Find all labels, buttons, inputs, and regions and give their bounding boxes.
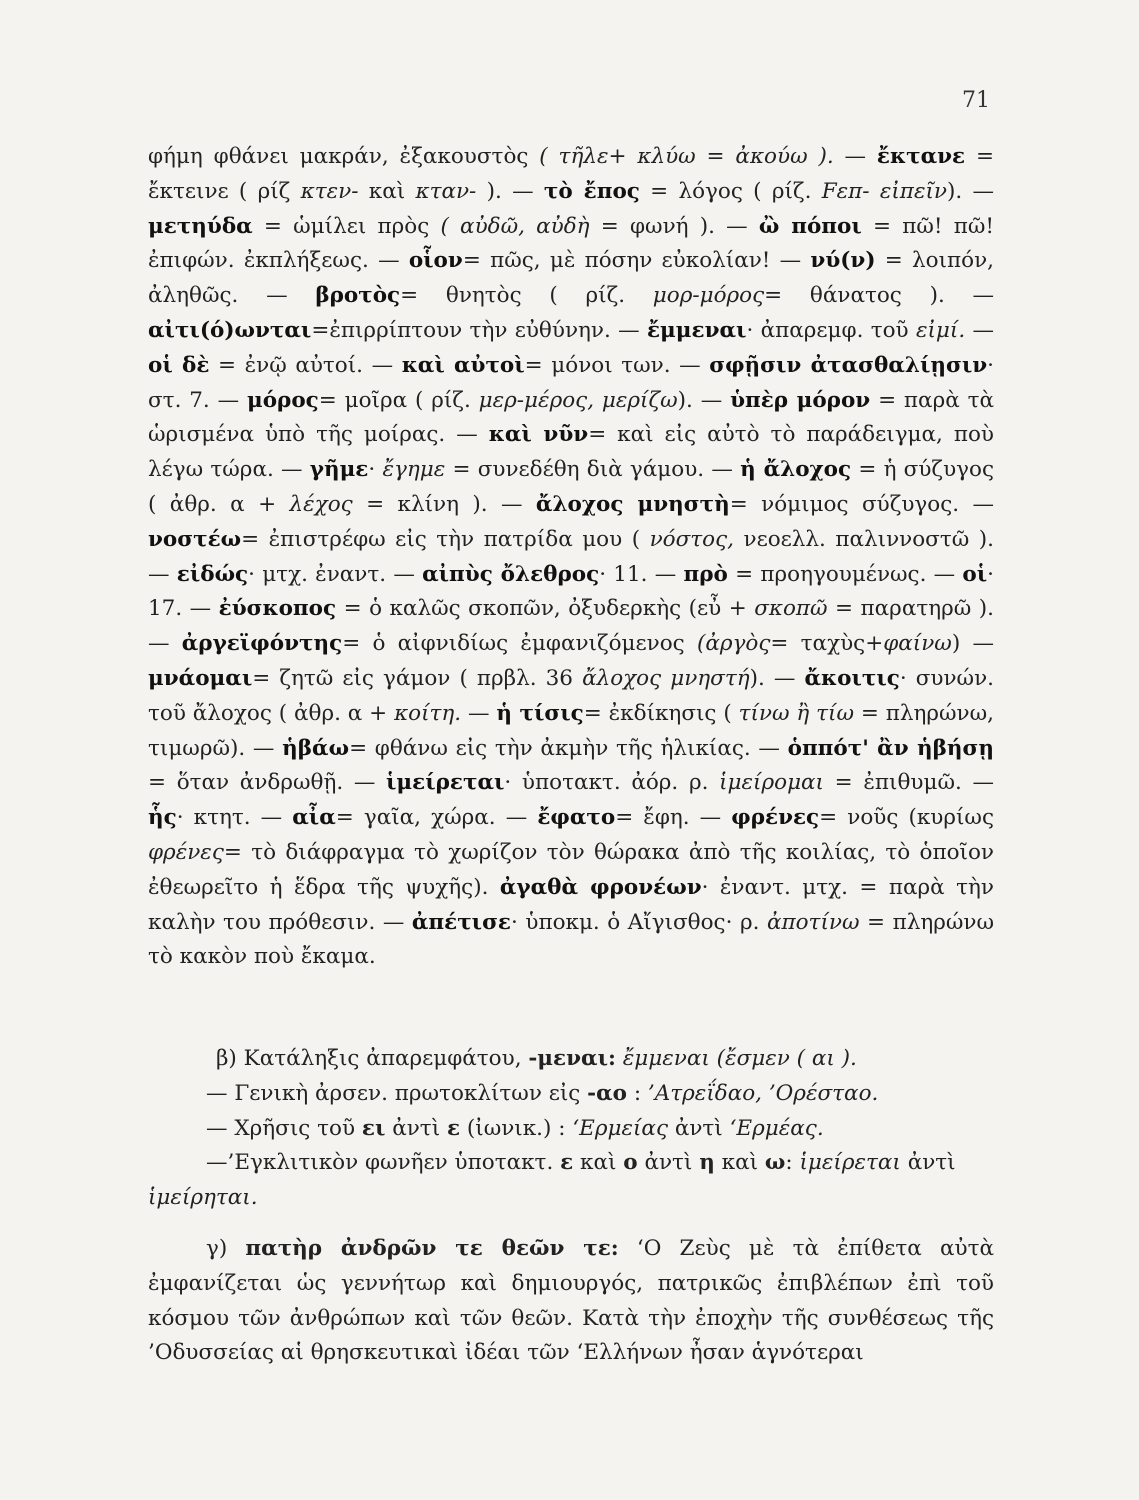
headword: οἷον (408, 248, 463, 274)
headword: μετηύδα (148, 213, 253, 239)
text-run: — (461, 700, 497, 726)
text-run: · κτητ. — (176, 805, 293, 831)
italic-term: σκοπῶ (754, 596, 828, 622)
headword: ε (560, 1150, 574, 1176)
text-run: = καὶ εἰς αὐτὸ τὸ παράδειγμα, ποὺ λέγω τώρα. — (148, 422, 994, 483)
italic-term: τίνω ἢ τίω (738, 700, 854, 726)
text-run: = ἔφη. — (615, 805, 732, 831)
italic-term: ‘Ερμείας (572, 1115, 668, 1141)
grammar-notes (148, 1042, 994, 1216)
text-run: — Γενικὴ ἀρσεν. πρωτοκλίτων εἰς (206, 1080, 588, 1106)
headword: αἰπὺς ὄλεθρος (422, 561, 600, 587)
text-run: = προηγουμένως. — (727, 561, 963, 587)
headword: εἰδώς (176, 561, 249, 587)
text-run: ‘Ο Ζεὺς μὲ τὰ ἐπίθετα αὐτὰ ἐμφανίζεται ὡς γεννήτωρ καὶ δημιουργός, πατρικῶς ἐπιβλέπων ἐπὶ τοῦ κόσμου τῶν ἀνθρώπων καὶ τῶν θεῶν. Κατὰ τὴν ἐποχὴν τῆς συνθέσεως τῆς ’Οδυσσείας αἱ θρησκευτικαὶ ἰδέαι τῶν ‘Ελλήνων ἦσαν ἁγνότεραι (148, 1236, 994, 1366)
headword: ει (361, 1115, 386, 1141)
text-run: · 11. — (599, 561, 684, 587)
text-run: · (368, 457, 383, 483)
text-run: · 17. — (148, 561, 994, 622)
italic-term: (ἀργὸς (697, 631, 771, 657)
text-run: ) — (951, 631, 994, 657)
italic-term: μορ-μόρος (652, 283, 765, 309)
text-run: = ἐπιστρέφω εἰς τὴν πατρίδα μου ( (241, 526, 650, 552)
italic-term: ἱμείρομαι (719, 770, 824, 796)
text-run: γ) (206, 1236, 246, 1261)
italic-term: κοίτη. (394, 700, 462, 726)
headword: ἡ ἄλοχος (740, 457, 852, 483)
headword: ἄλοχος μνηστὴ (535, 491, 730, 517)
text-run: · μτχ. ἐναντ. — (248, 561, 423, 587)
headword: μνάομαι (148, 665, 253, 691)
italic-term: ἔμμεναι (ἔσμεν ( αι ). (622, 1046, 857, 1071)
headword: ὁππότ' ἂν ἡβήσῃ (787, 735, 994, 761)
page-number: 71 (962, 88, 990, 113)
italic-term: ἱμείρηται. (148, 1185, 258, 1211)
italic-term: ’Ατρεΐδαο, ’Ορέσταο. (647, 1080, 879, 1106)
text-run: · ὑποκμ. ὁ Αἴγισθος· ρ. (511, 909, 767, 935)
text-run: ). — (486, 178, 544, 204)
text-run: = συνεδέθη διὰ γάμου. — (445, 457, 741, 483)
text-run: (ἰωνικ.) : (460, 1115, 573, 1141)
text-run: · ὑποτακτ. ἀόρ. ρ. (504, 770, 720, 796)
text-run: = θάνατος ). — (764, 283, 995, 309)
headword: ὑπὲρ μόρον (730, 387, 871, 413)
text-run: · ἐναντ. μτχ. = παρὰ τὴν καλὴν του πρόθεσιν. — (148, 874, 994, 935)
headword: αἶα (292, 805, 336, 831)
text-run: = λόγος ( ρίζ. (639, 178, 822, 204)
text-run: = νόμιμος σύζυγος. — (729, 491, 995, 517)
italic-term: ἱμείρεται (799, 1150, 901, 1176)
italic-term: κταν- (415, 178, 487, 204)
text-run: = πῶς, μὲ πόσην εὐκολίαν! — (462, 248, 811, 274)
italic-term: ἔγημε (382, 457, 446, 483)
headword: οἱ δὲ (148, 352, 210, 378)
italic-term: φρένες (148, 839, 224, 865)
headword: ἡ τίσις (496, 700, 584, 726)
text-run: = λοιπόν, ἀληθῶς. — (148, 248, 994, 309)
text-run: : (626, 1080, 648, 1106)
italic-term: φαίνω (883, 631, 952, 657)
text-run: = ζητῶ εἰς γάμον ( πρβλ. 36 (252, 665, 583, 691)
headword: ἔκτανε (876, 144, 966, 169)
italic-term: ‘Ερμέας. (729, 1115, 824, 1141)
text-run: = ὁ αἰφνιδίως ἐμφανιζόμενος (342, 631, 697, 657)
text-run: = μοῖρα ( ρίζ. (318, 387, 479, 413)
text-run: · συνών. τοῦ ἄλοχος ( ἀθρ. α + (148, 665, 994, 726)
text-run: καὶ (573, 1150, 624, 1176)
italic-term: μερ-μέρος, μερίζω (478, 387, 678, 413)
italic-term: ἄλοχος μνηστή (582, 665, 750, 691)
italic-term: λέχος (289, 491, 353, 517)
text-run: = νοῦς (κυρίως (819, 805, 994, 831)
text-run: ). — (677, 387, 731, 413)
text-run: = πῶ! πῶ! ἐπιφών. ἐκπλήξεως. — (148, 213, 995, 274)
headword: ἡβάω (282, 735, 350, 761)
headword: ἔφατο (537, 805, 616, 831)
italic-term: Fεπ- εἰπεῖν (821, 178, 947, 204)
section-gamma-text (148, 1232, 994, 1371)
headword: ἄκοιτις (804, 665, 900, 691)
text-run: = κλίνη ). — (352, 491, 536, 517)
text-run: = φθάνω εἰς τὴν ἀκμὴν τῆς ἡλικίας. — (349, 735, 788, 761)
text-run: = ταχὺς+ (770, 631, 884, 657)
headword: ἱμείρεται (386, 770, 505, 796)
text-run: καὶ (714, 1150, 765, 1176)
text-run: ἀντὶ (667, 1115, 730, 1141)
note-line (148, 1077, 994, 1112)
text-run: = μόνοι των. — (524, 352, 710, 378)
headword: ἐύσκοπος (218, 596, 337, 622)
text-run: = παρατηρῶ ). — (148, 596, 994, 657)
text-run: : (785, 1150, 800, 1176)
headword: ἀπέτισε (411, 909, 512, 935)
headword: ἔμμεναι (646, 317, 747, 343)
headword: -μεναι: (528, 1046, 616, 1071)
headword: ἧς (148, 805, 177, 831)
italic-term: εἰμί. (915, 317, 966, 343)
italic-term: κτεν- (300, 178, 369, 204)
text-run: = ὡμίλει πρὸς (252, 213, 441, 239)
headword: καὶ αὐτοὶ (401, 352, 525, 378)
headword: τὸ ἔπος (543, 178, 640, 204)
headword: ο (623, 1150, 638, 1176)
italic-term: ἀποτίνω (766, 909, 860, 935)
text-run: — (833, 144, 877, 169)
text-run: ἀντὶ (385, 1115, 447, 1141)
text-run: =ἐπιρρίπτουν τὴν εὐθύνην. — (311, 317, 647, 343)
headword: σφῇσιν ἀτασθαλίῃσιν (709, 352, 988, 378)
text-run: = πληρώνω τὸ κακὸν ποὺ ἔκαμα. (148, 909, 994, 970)
note-line (148, 1112, 994, 1147)
headword: η (699, 1150, 715, 1176)
text-run: — Χρῆσις τοῦ (206, 1115, 362, 1141)
headword: νύ(ν) (810, 248, 876, 274)
headword: -αο (587, 1080, 627, 1106)
headword: φρένες (731, 805, 820, 831)
text-run: · στ. 7. — (148, 352, 995, 413)
headword: βροτὸς (315, 283, 401, 309)
text-run: — (965, 317, 994, 343)
note-line (148, 1042, 994, 1077)
headword: ω (764, 1150, 786, 1176)
text-run: νεοελλ. παλιννοστῶ ). — (148, 526, 994, 587)
text-run: = ἐνῷ αὐτοί. — (209, 352, 402, 378)
text-run: καὶ (368, 178, 416, 204)
text-run (616, 1046, 623, 1071)
text-run: = γαῖα, χώρα. — (335, 805, 538, 831)
text-run: = ἔκτεινε ( ρίζ (148, 144, 994, 204)
text-run: = ἡ σύζυγος ( ἀθρ. α + (148, 457, 994, 517)
text-run: ἀντὶ (900, 1150, 956, 1176)
headword: ἀγαθὰ φρονέων (499, 874, 702, 900)
text-run: = ὅταν ἀνδρωθῇ. — (148, 770, 387, 796)
text-run: ). — (749, 665, 805, 691)
headword: μόρος (246, 387, 319, 413)
text-run: = ὁ καλῶς σκοπῶν, ὀξυδερκὴς (εὖ + (336, 596, 755, 622)
text-run: ). — (946, 178, 994, 204)
text-run: = πληρώνω, τιμωρῶ). — (148, 700, 994, 761)
section-gamma (148, 1232, 994, 1371)
headword: ὢ πόποι (758, 213, 862, 239)
headword: ἀργεϊφόντης (181, 631, 343, 657)
headword: οἱ (962, 561, 988, 587)
text-run: = φωνή ). — (589, 213, 759, 239)
text-run: φήμη φθάνει μακράν, ἐξακουστὸς (148, 144, 540, 169)
glossary-paragraph (148, 140, 994, 975)
text-run: —’Εγκλιτικὸν φωνῆεν ὑποτακτ. (206, 1150, 561, 1176)
text-run: ἀντὶ (637, 1150, 700, 1176)
italic-term: ( τῆλε+ κλύω = ἀκούω ). (539, 144, 834, 169)
headword: νοστέω (148, 526, 242, 552)
text-run: = ἐπιθυμῶ. — (824, 770, 994, 796)
text-run: = παρὰ τὰ ὡρισμένα ὑπὸ τῆς μοίρας. — (148, 387, 994, 448)
headword: πρὸ (683, 561, 728, 587)
note-line (148, 1146, 994, 1216)
headword: ε (446, 1115, 461, 1141)
text-run: β) Κατάληξις ἀπαρεμφάτου, (216, 1046, 529, 1071)
headword: καὶ νῦν (488, 422, 589, 448)
headword: γῆμε (309, 457, 369, 483)
text-run: = ἐκδίκησις ( (583, 700, 739, 726)
text-run: = τὸ διάφραγμα τὸ χωρίζον τὸν θώρακα ἀπὸ τῆς κοιλίας, τὸ ὁποῖον ἐθεωρεῖτο ἡ ἕδρα τῆς ψυχῆς). (148, 839, 994, 900)
headword: αἰτι(ό)ωνται (148, 317, 312, 343)
headword: πατὴρ ἀνδρῶν τε θεῶν τε: (245, 1236, 619, 1261)
italic-term: νόστος, (649, 526, 734, 552)
text-run: = θνητὸς ( ρίζ. (400, 283, 653, 309)
text-run: · ἀπαρεμφ. τοῦ (746, 317, 916, 343)
italic-term: ( αὐδῶ, αὐδὴ (440, 213, 590, 239)
